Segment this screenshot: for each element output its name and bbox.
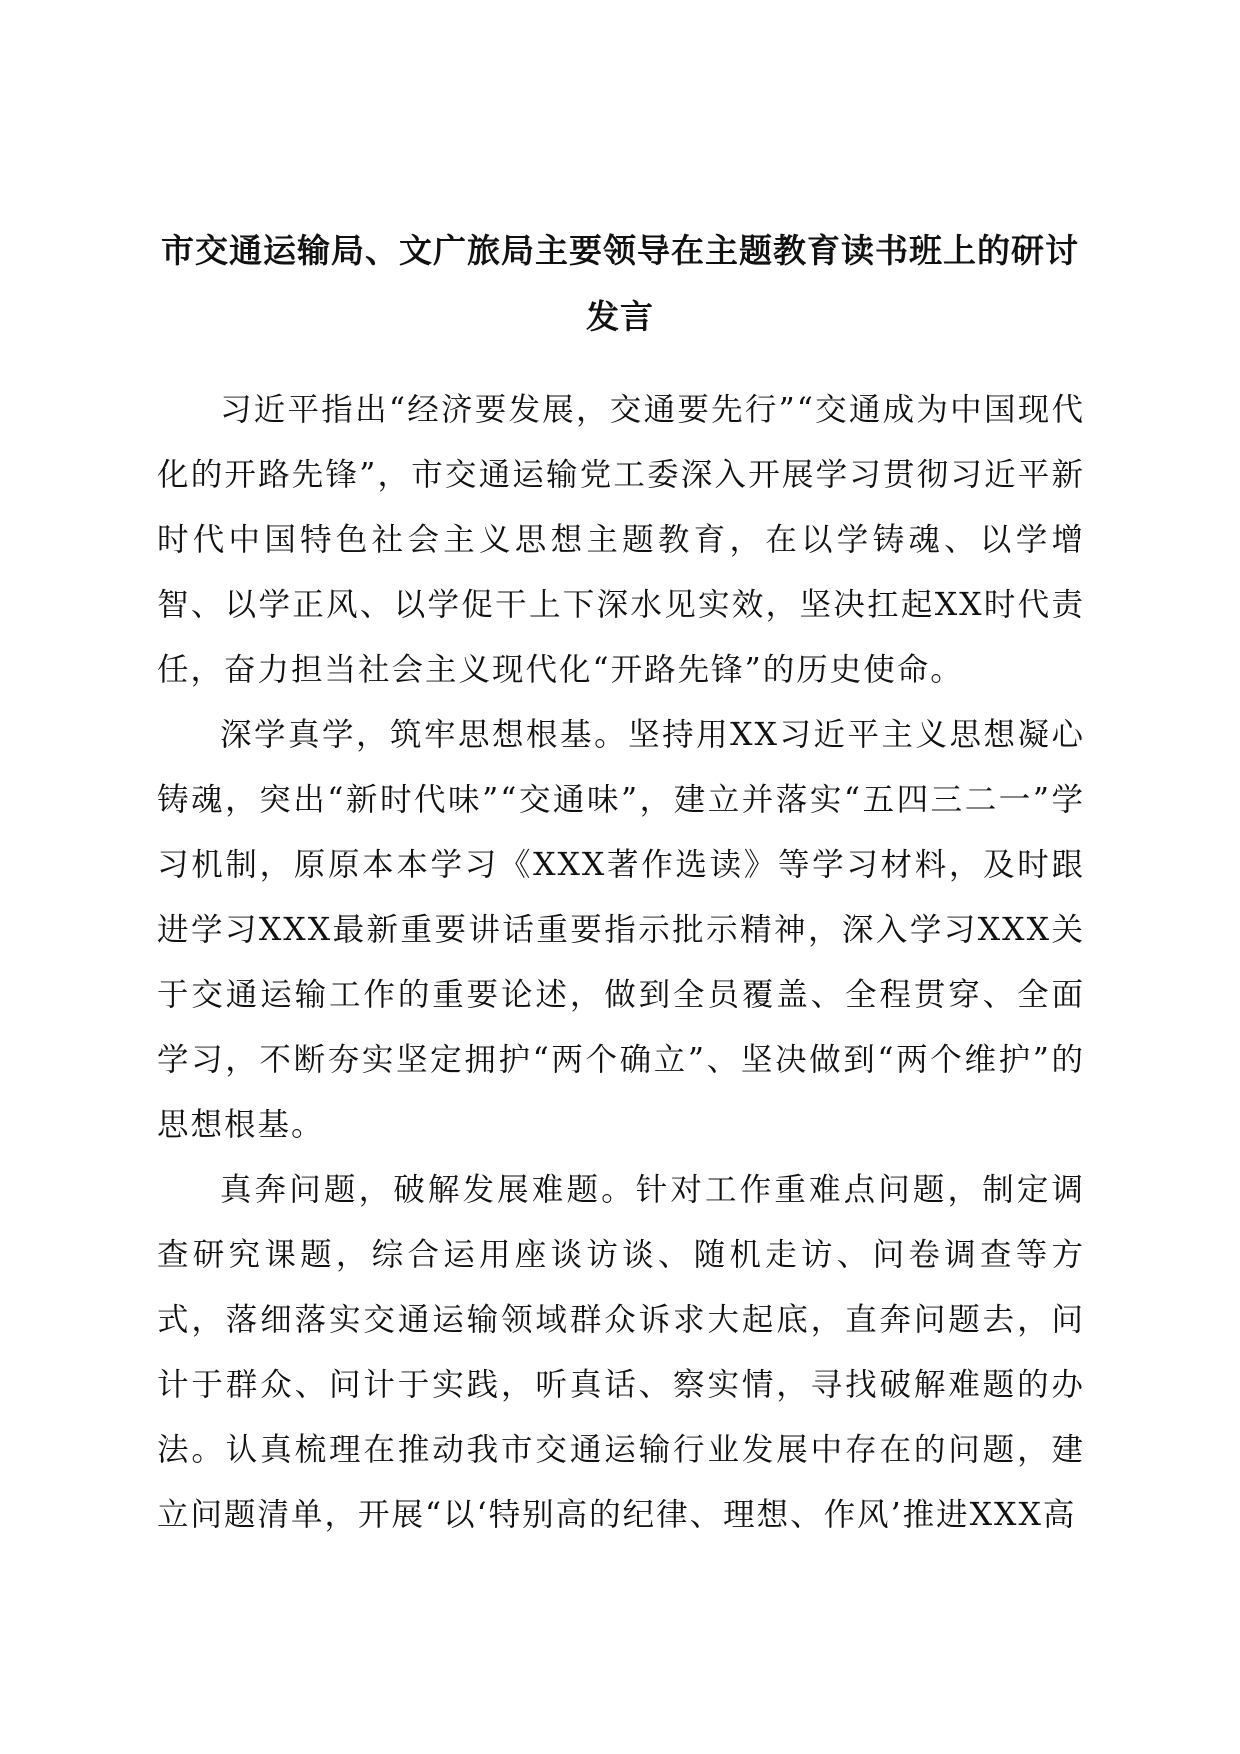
paragraph: 习近平指出“经济要发展，交通要先行”“交通成为中国现代化的开路先锋”，市交通运输党工委深入开展学习贯彻习近平新时代中国特色社会主义思想主题教育，在以学铸魂、以学增智、以学正风、以学促干上下深水见实效，坚决扛起XX时代责任，奋力担当社会主义现代化“开路先锋”的历史使命。 <box>157 392 1085 688</box>
paragraph: 深学真学，筑牢思想根基。坚持用XX习近平主义思想凝心铸魂，突出“新时代味”“交通味”，建立并落实“五四三二一”学习机制，原原本本学习《XXX著作选读》等学习材料，及时跟进学习XXX最新重要讲话重要指示批示精神，深入学习XXX关于交通运输工作的重要论述，做到全员覆盖、全程贯穿、全面学习，不断夯实坚定拥护“两个确立”、坚决做到“两个维护”的思想根基。 <box>157 717 1085 1143</box>
paragraph: 真奔问题，破解发展难题。针对工作重难点问题，制定调查研究课题，综合运用座谈访谈、随机走访、问卷调查等方式，落细落实交通运输领域群众诉求大起底，直奔问题去，问计于群众、问计于实践，听真话、察实情，寻找破解难题的办法。认真梳理在推动我市交通运输行业发展中存在的问题，建立问题清单，开展“以‘特别高的纪律、理想、作风’推进XXX高 <box>157 1172 1085 1533</box>
document-body <box>157 378 1085 1548</box>
document-title: 市交通运输局、文广旅局主要领导在主题教育读书班上的研讨发言 <box>161 231 1079 336</box>
